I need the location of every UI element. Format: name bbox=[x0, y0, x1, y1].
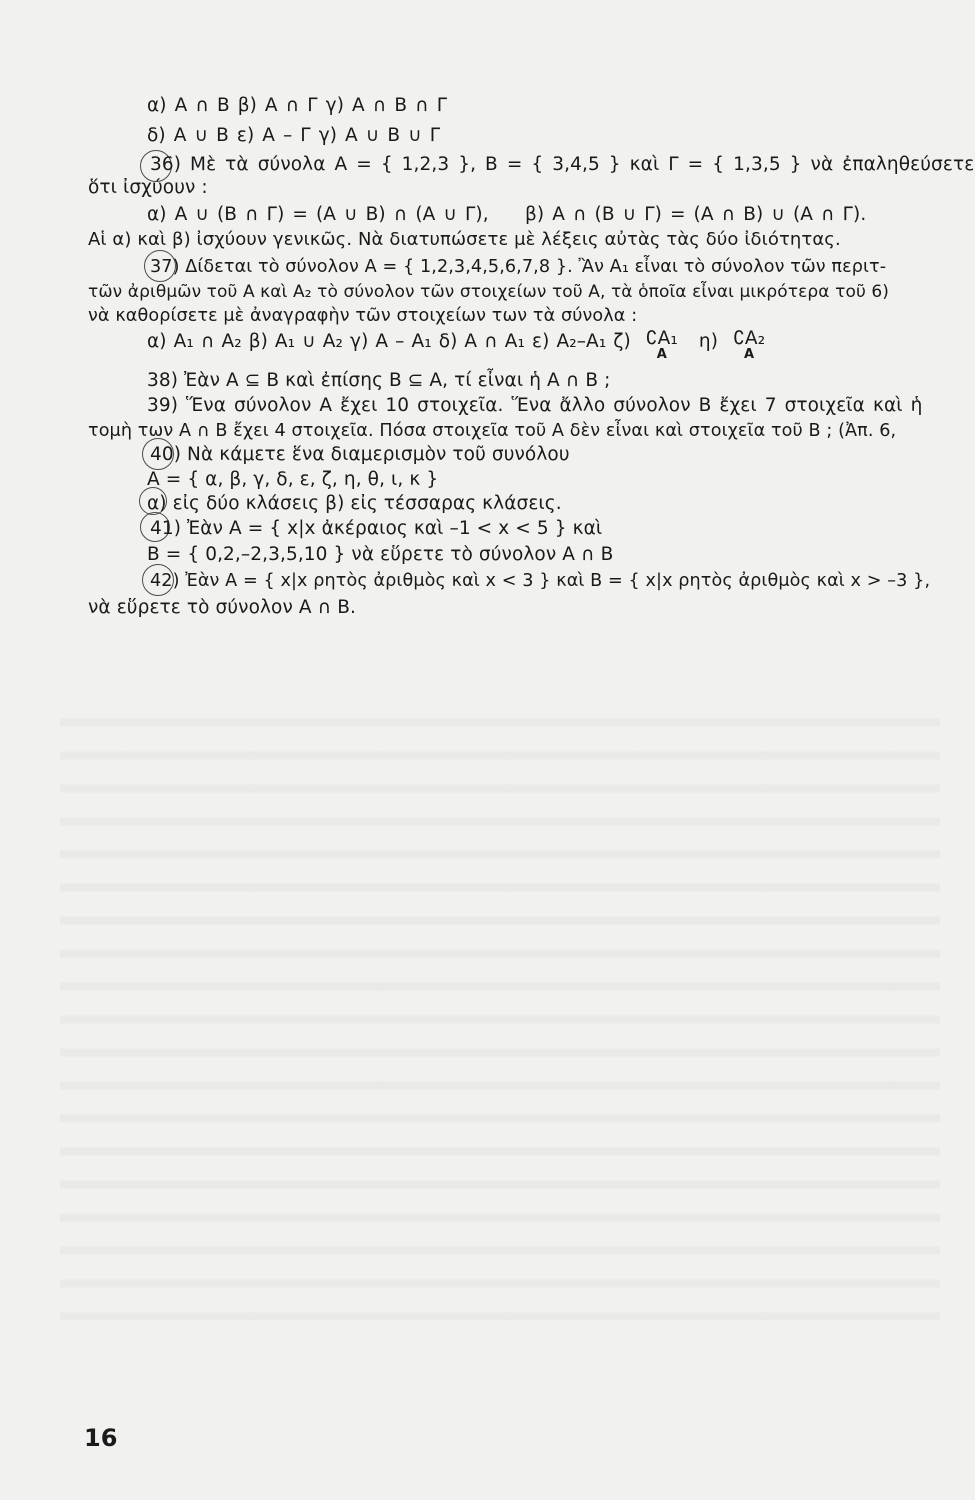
exercise-36-line-4: Αἱ α) καὶ β) ἰσχύουν γενικῶς. Νὰ διατυπώσετε μὲ λέξεις αὐτὰς τὰς δύο ἰδιότητας. bbox=[88, 229, 841, 250]
exercise-37-subitems: α) A₁ ∩ A₂ β) A₁ ∪ A₂ γ) A – A₁ δ) A ∩ A₁ ε) A₂–A₁ ζ) bbox=[147, 331, 631, 352]
exercise-39-line-2: τομὴ των A ∩ B ἔχει 4 στοιχεῖα. Πόσα στοιχεῖα τοῦ A δὲν εἶναι καὶ στοιχεῖα τοῦ B ; (Ἀπ. 6, bbox=[88, 421, 897, 441]
complement-a1-symbol: ∁A₁ bbox=[645, 328, 678, 349]
complement-a2 bbox=[733, 330, 765, 362]
exercise-42-line-2: νὰ εὕρετε τὸ σύνολον A ∩ B. bbox=[88, 597, 357, 618]
exercise-37-line-4 bbox=[147, 330, 765, 362]
exercise-37-eta-label: η) bbox=[698, 331, 719, 352]
exercise-42-line-1: 42) Ἐὰν A = { x|x ρητὸς ἀριθμὸς καὶ x < 3 } καὶ B = { x|x ρητὸς ἀριθμὸς καὶ x > –3 }, bbox=[150, 571, 931, 591]
complement-a1 bbox=[646, 330, 678, 362]
exercise-40-parts: α) εἰς δύο κλάσεις β) εἰς τέσσαρας κλάσεις. bbox=[147, 493, 562, 514]
exercise-36-line-1: 36) Μὲ τὰ σύνολα A = { 1,2,3 }, B = { 3,4,5 } καὶ Γ = { 1,3,5 } νὰ ἐπαληθεύσετε bbox=[150, 154, 975, 175]
exercise-35-line-1: α) A ∩ B β) A ∩ Γ γ) A ∩ B ∩ Γ bbox=[147, 95, 448, 116]
exercise-41-line-2: B = { 0,2,–2,3,5,10 } νὰ εὕρετε τὸ σύνολον A ∩ B bbox=[147, 544, 614, 565]
exercise-35-line-2: δ) A ∪ B ε) A – Γ γ) A ∪ B ∪ Γ bbox=[147, 125, 441, 146]
exercise-36-identity-b: β) A ∩ (B ∪ Γ) = (A ∩ B) ∪ (A ∩ Γ). bbox=[525, 204, 867, 225]
show-through-text bbox=[60, 700, 940, 1320]
exercise-40-line-1: 40) Νὰ κάμετε ἕνα διαμερισμὸν τοῦ συνόλου bbox=[150, 444, 570, 465]
exercise-36-line-2: ὅτι ἰσχύουν : bbox=[88, 177, 208, 198]
complement-a1-universe: A bbox=[656, 347, 667, 362]
exercise-39-line-1: 39) Ἕνα σύνολον A ἔχει 10 στοιχεῖα. Ἕνα ἄλλο σύνολον B ἔχει 7 στοιχεῖα καὶ ἡ bbox=[147, 395, 923, 416]
exercise-36-identity-a: α) A ∪ (B ∩ Γ) = (A ∪ B) ∩ (A ∪ Γ), bbox=[147, 204, 489, 225]
exercise-37-line-2: τῶν ἀριθμῶν τοῦ A καὶ A₂ τὸ σύνολον τῶν στοιχείων τοῦ A, τὰ ὁποῖα εἶναι μικρότερα τοῦ 6) bbox=[88, 282, 890, 302]
exercise-37-line-1: 37) Δίδεται τὸ σύνολον A = { 1,2,3,4,5,6,7,8 }. Ἂν A₁ εἶναι τὸ σύνολον τῶν περιτ- bbox=[150, 257, 887, 277]
page-number: 16 bbox=[84, 1424, 118, 1452]
exercise-37-line-3: νὰ καθορίσετε μὲ ἀναγραφὴν τῶν στοιχείων των τὰ σύνολα : bbox=[88, 306, 638, 326]
exercise-38: 38) Ἐὰν A ⊆ B καὶ ἐπίσης B ⊆ A, τί εἶναι ἡ A ∩ B ; bbox=[147, 370, 611, 391]
complement-a2-universe: A bbox=[744, 347, 755, 362]
complement-a2-symbol: ∁A₂ bbox=[733, 328, 766, 349]
exercise-41-line-1: 41) Ἐὰν A = { x|x ἀκέραιος καὶ –1 < x < 5 } καὶ bbox=[150, 518, 603, 539]
exercise-40-set: A = { α, β, γ, δ, ε, ζ, η, θ, ι, κ } bbox=[147, 469, 439, 490]
